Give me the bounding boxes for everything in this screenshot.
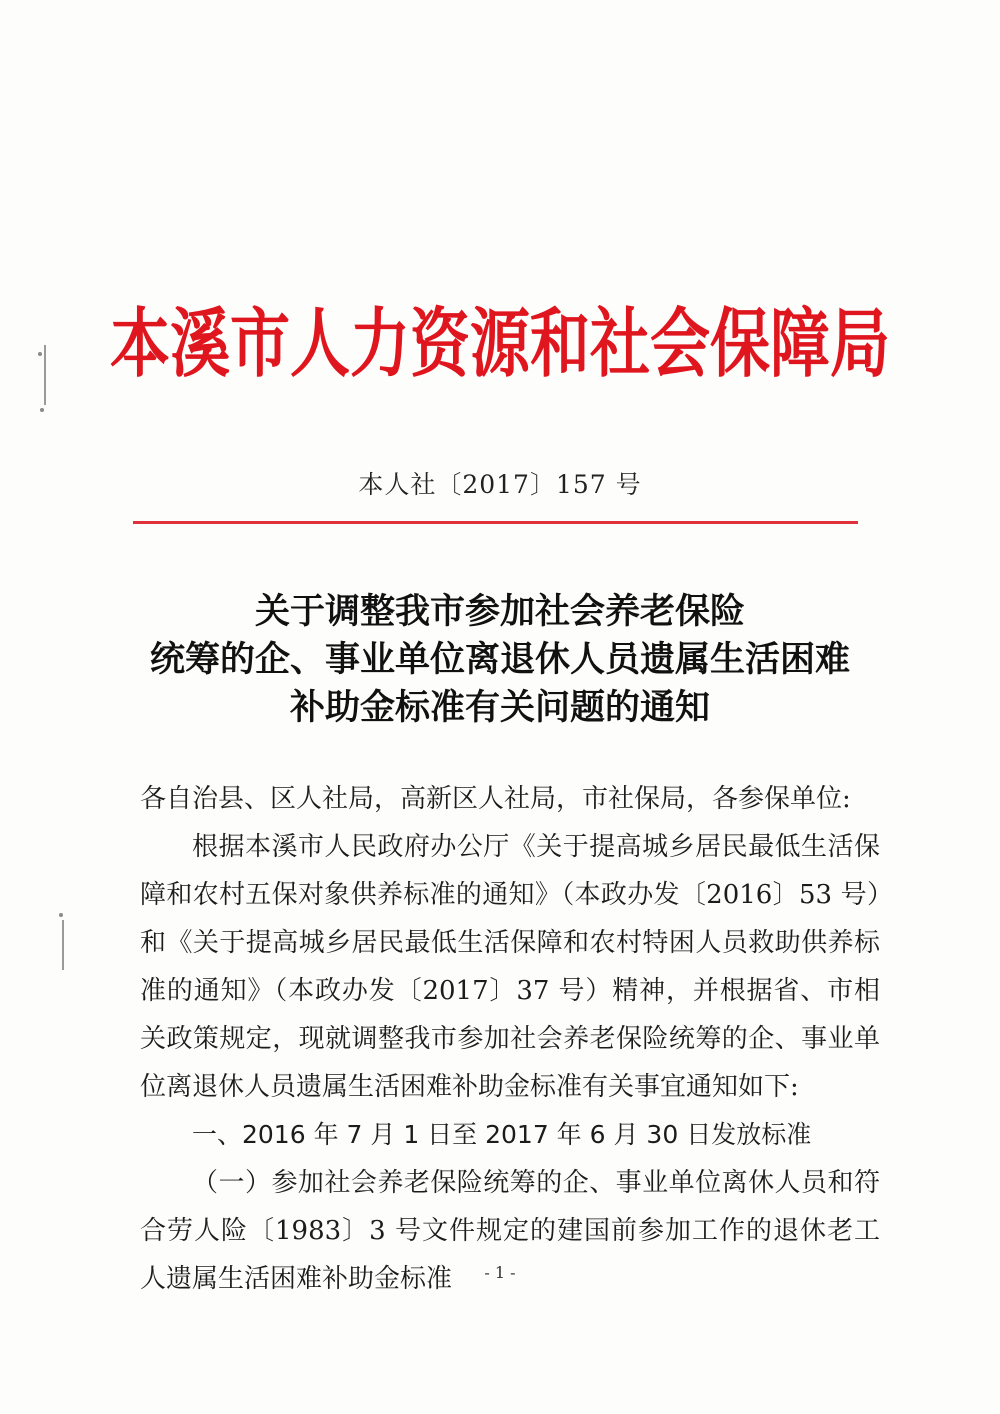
document-number: 本人社〔2017〕157 号 [358,470,642,499]
red-divider-rule [133,521,858,524]
paragraph-basis: 根据本溪市人民政府办公厅《关于提高城乡居民最低生活保障和农村五保对象供养标准的通知》（本政办发〔2016〕53 号）和《关于提高城乡居民最低生活保障和农村特困人员救助供养标准的通知》（本政办发〔2017〕37 号）精神，并根据省、市相关政策规定，现就调整我市参加社会养老保险统筹的企、事业单位离退休人员遗属生活困难补助金标准有关事宜通知如下: [140,832,880,1102]
title-line-1: 关于调整我市参加社会养老保险 [254,592,745,632]
title-line-2: 统筹的企、事业单位离退休人员遗属生活困难 [149,640,850,680]
section-heading-1: 一、2016 年 7 月 1 日至 2017 年 6 月 30 日发放标准 [192,1120,812,1149]
document-body [140,775,880,1303]
binding-dot-upper-2 [40,408,44,412]
issuer-masthead: 本溪市人力资源和社会保障局 [110,300,890,389]
binding-dot-lower [59,913,63,917]
recipients-line: 各自治县、区人社局，高新区人社局，市社保局，各参保单位: [140,784,851,814]
document-title [0,588,1000,732]
page-number: - 1 - [484,1263,516,1282]
binding-mark-lower [62,920,64,970]
title-line-3: 补助金标准有关问题的通知 [289,688,710,728]
subsection-1: （一）参加社会养老保险统筹的企、事业单位离休人员和符合劳人险〔1983〕3 号文件规定的建国前参加工作的退休老工人遗属生活困难补助金标准 [140,1168,880,1294]
